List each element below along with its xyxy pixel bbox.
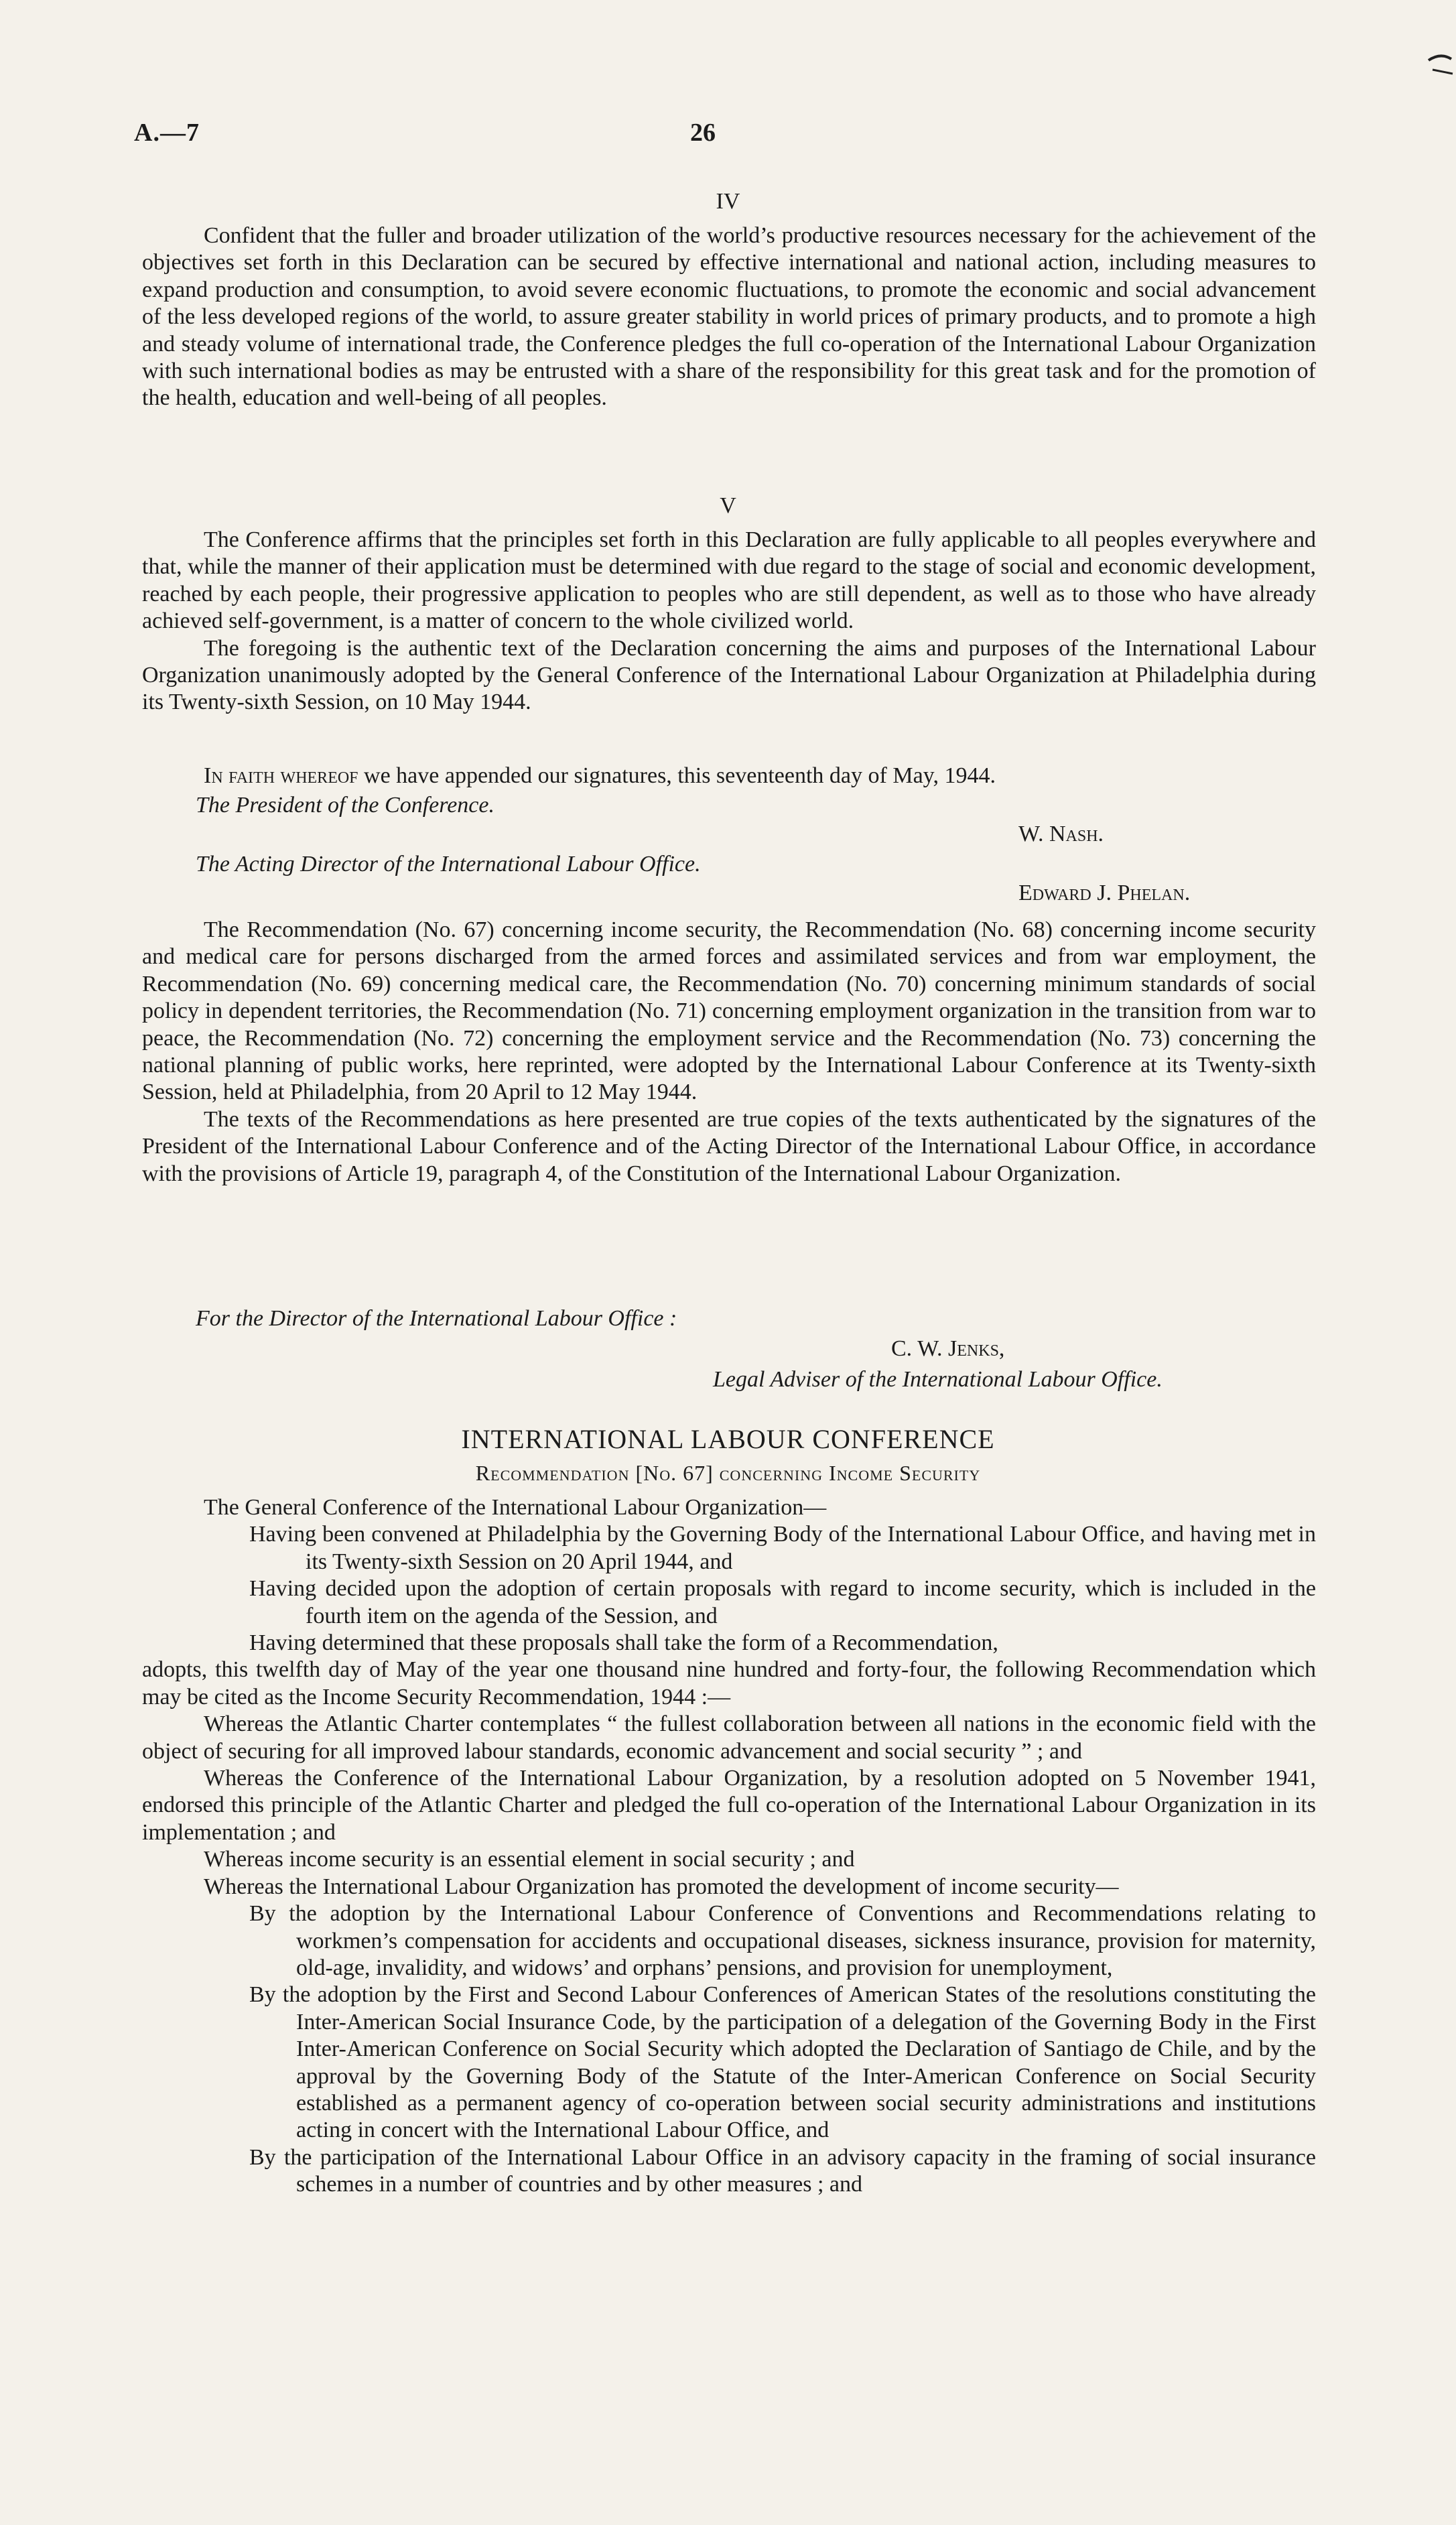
preamble-adopts: adopts, this twelfth day of May of the year one thousand nine hundred and forty-four, the following Recommendation which may be cited as the Income Security Recommendation, 1944 :— — [142, 1657, 1316, 1709]
conference-title: INTERNATIONAL LABOUR CONFERENCE — [461, 1424, 995, 1454]
whereas-3: Whereas income security is an essential element in social security ; and — [204, 1847, 855, 1872]
jenks-title: Legal Adviser of the International Labour Office. — [713, 1367, 1163, 1392]
section-iv-text — [142, 222, 1316, 412]
section-v-numeral: V — [720, 493, 736, 518]
whereas-2: Whereas the Conference of the International Labour Organization, by a resolution adopted on 5 November 1941, endorsed this principle of the Atlantic Charter and pledged the full co-operation of the International Labour Organization in its implementation ; and — [142, 1766, 1316, 1845]
recommendations-text — [142, 917, 1316, 1187]
president-label: The President of the Conference. — [196, 793, 494, 818]
for-director-label: For the Director of the International Labour Office : — [196, 1306, 677, 1331]
preamble-having-1: Having been convened at Philadelphia by the Governing Body of the International Labour Office, and having met in its Twenty-sixth Session on 20 April 1944, and — [249, 1522, 1316, 1574]
by-clause-3: By the participation of the International Labour Office in an advisory capacity in the framing of social insurance schemes in a number of countries and by other measures ; and — [249, 2144, 1316, 2197]
section-v-text — [142, 527, 1316, 716]
whereas-4: Whereas the International Labour Organization has promoted the development of income security— — [204, 1874, 1119, 1899]
section-iv-numeral: IV — [716, 189, 740, 214]
whereas-1: Whereas the Atlantic Charter contemplates “ the fullest collaboration between all nations in the economic field with the object of securing for all improved labour standards, economic advancement and social security ” ; and — [142, 1711, 1316, 1764]
section-iv-paragraph: Confident that the fuller and broader utilization of the world’s productive resources necessary for the achievement of the objectives set forth in this Declaration can be secured by effective international and national action, including measures to expand production and consumption, to avoid severe economic fluctuations, to promote the economic and social advancement of the less developed regions of the world, to assure greater stability in world prices of primary products, and to promote a high and steady volume of international trade, the Conference pledges the full co-operation of the International Labour Organization with such international bodies as may be entrusted with a share of the responsibility for this great task and for the promotion of the health, education and well-being of all peoples. — [142, 223, 1316, 411]
recommendations-paragraph-1: The Recommendation (No. 67) concerning income security, the Recommendation (No. 68) concerning income security and medical care for persons discharged from the armed forces and assimilated services and from war employment, the Recommendation (No. 69) concerning medical care, the Recommendation (No. 70) concerning minimum standards of social policy in dependent territories, the Recommendation (No. 71) concerning employment organization in the transition from war to peace, the Recommendation (No. 72) concerning the employment service and the Recommendation (No. 73) concerning the national planning of public works, here reprinted, were adopted by the International Labour Conference at its Twenty-sixth Session, held at Philadelphia, from 20 April to 12 May 1944. — [142, 917, 1316, 1105]
preamble-having-2: Having decided upon the adoption of certain proposals with regard to income security, which is included in the fourth item on the agenda of the Session, and — [249, 1576, 1316, 1628]
director-label: The Acting Director of the International Labour Office. — [196, 852, 701, 877]
preamble-intro: The General Conference of the International Labour Organization— — [204, 1495, 827, 1520]
preamble — [142, 1494, 1316, 2199]
section-v-paragraph-2: The foregoing is the authentic text of the Declaration concerning the aims and purposes of the International Labour Organization unanimously adopted by the General Conference of the International Labour Organization at Philadelphia during its Twenty-sixth Session, on 10 May 1944. — [142, 635, 1316, 715]
by-clause-2: By the adoption by the First and Second Labour Conferences of American States of the resolutions constituting the Inter-American Social Insurance Code, by the participation of a delegation of the Governing Body in the First Inter-American Conference on Social Security which adopted the Declaration of Santiago de Chile, and by the approval by the Governing Body of the Statute of the Inter-American Conference on Social Security established as a permanent agency of co-operation between social security administrations and institutions acting in concert with the International Labour Office, and — [249, 1982, 1316, 2143]
faith-line — [142, 763, 1316, 789]
faith-lead: In faith whereof — [204, 763, 358, 788]
jenks-signature: C. W. Jenks, — [891, 1336, 1005, 1361]
page-number: 26 — [690, 119, 716, 147]
preamble-having-3: Having determined that these proposals shall take the form of a Recommendation, — [249, 1630, 998, 1656]
section-v-paragraph-1: The Conference affirms that the principles set forth in this Declaration are fully applicable to all peoples everywhere and that, while the manner of their application must be determined with due regard to the stage of social and economic development, reached by each people, their progressive application to peoples who are still dependent, as well as to those who have already achieved self-government, is a matter of concern to the whole civilized world. — [142, 527, 1316, 634]
faith-rest: we have appended our signatures, this seventeenth day of May, 1944. — [364, 763, 996, 788]
president-signature: W. Nash. — [1018, 822, 1104, 846]
document-reference: A.—7 — [134, 119, 200, 147]
recommendations-paragraph-2: The texts of the Recommendations as here presented are true copies of the texts authenticated by the signatures of the President of the International Labour Conference and of the Acting Director of the International Labour Office, in accordance with the provisions of Article 19, paragraph 4, of the Constitution of the International Labour Organization. — [142, 1106, 1316, 1186]
page-edge-mark — [1427, 43, 1454, 96]
director-signature: Edward J. Phelan. — [1018, 881, 1191, 905]
by-clause-1: By the adoption by the International Labour Conference of Conventions and Recommendations relating to workmen’s compensation for accidents and occupational diseases, sickness insurance, provision for maternity, old-age, invalidity, and widows’ and orphans’ pensions, and provision for unemployment, — [249, 1901, 1316, 1980]
recommendation-subtitle: Recommendation [No. 67] concerning Income Security — [475, 1461, 981, 1485]
